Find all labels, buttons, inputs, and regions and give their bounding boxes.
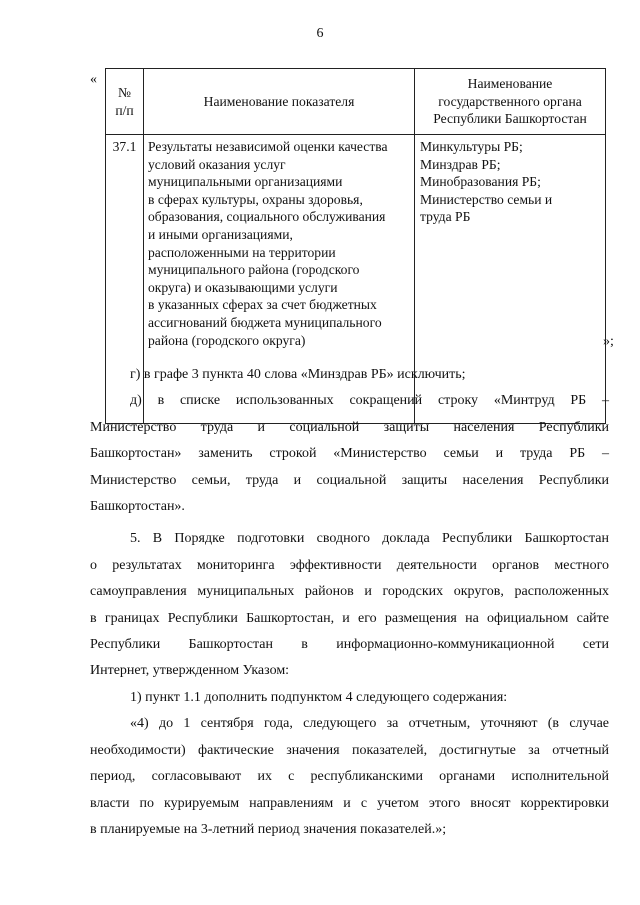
paragraph-5: 5. В Порядке подготовки сводного доклада Республики Башкортостан о результатах мониторинга эффективности деятельности органов местного самоуправления муниципальных районов и городских округов, расположенных в границах Республики Башкортостан, и его размещения на официальном сайте Республики Башкортостан в информационно-коммуникационной сети Интернет, утвержденном Указом: bbox=[90, 531, 609, 679]
page-number: 6 bbox=[316, 26, 324, 41]
row-number: 37.1 bbox=[106, 135, 144, 424]
paragraph-d: д) в списке использованных сокращений строку «Минтруд РБ – Министерство труда и социальной защиты населения Республики Башкортостан» заменить строкой «Министерство семьи и труда РБ – Министерство семьи, труда и социальной защиты населения Республики Башкортостан». bbox=[90, 393, 609, 515]
paragraph-4: «4) до 1 сентября года, следующего за отчетным, уточняют (в случае необходимости) фактические значения показателей, достигнутые за отчетный период, согласовывают их с республиканскими органами исполнительной власти по курируемым направлениям и с учетом этого вносят корректировки в планируемые на 3-летний период значения показателей.»; bbox=[90, 716, 609, 837]
header-indicator-name: Наименование показателя bbox=[144, 69, 415, 135]
header-organ-name: Наименование государственного органа Республики Башкортостан bbox=[415, 69, 606, 135]
row-organ: Минкультуры РБ; Минздрав РБ; Минобразования РБ; Министерство семьи и труда РБ bbox=[415, 135, 606, 424]
opening-quote: « bbox=[90, 72, 97, 87]
header-number: № п/п bbox=[106, 69, 144, 135]
closing-quote: »; bbox=[603, 334, 614, 349]
table-header-row bbox=[106, 69, 606, 135]
paragraph-g: г) в графе 3 пункта 40 слова «Минздрав РБ» исключить; bbox=[130, 367, 466, 382]
paragraph-1: 1) пункт 1.1 дополнить подпунктом 4 следующего содержания: bbox=[130, 689, 508, 705]
row-indicator: Результаты независимой оценки качества условий оказания услуг муниципальными организациями в сферах культуры, охраны здоровья, образования, социального обслуживания и иными организациями, расположенными на территории муниципального района (городского округа) и оказывающими услуги в указанных сферах за счет бюджетных ассигнований бюджета муниципального района (городского округа) bbox=[144, 135, 415, 424]
document-body bbox=[90, 362, 609, 843]
